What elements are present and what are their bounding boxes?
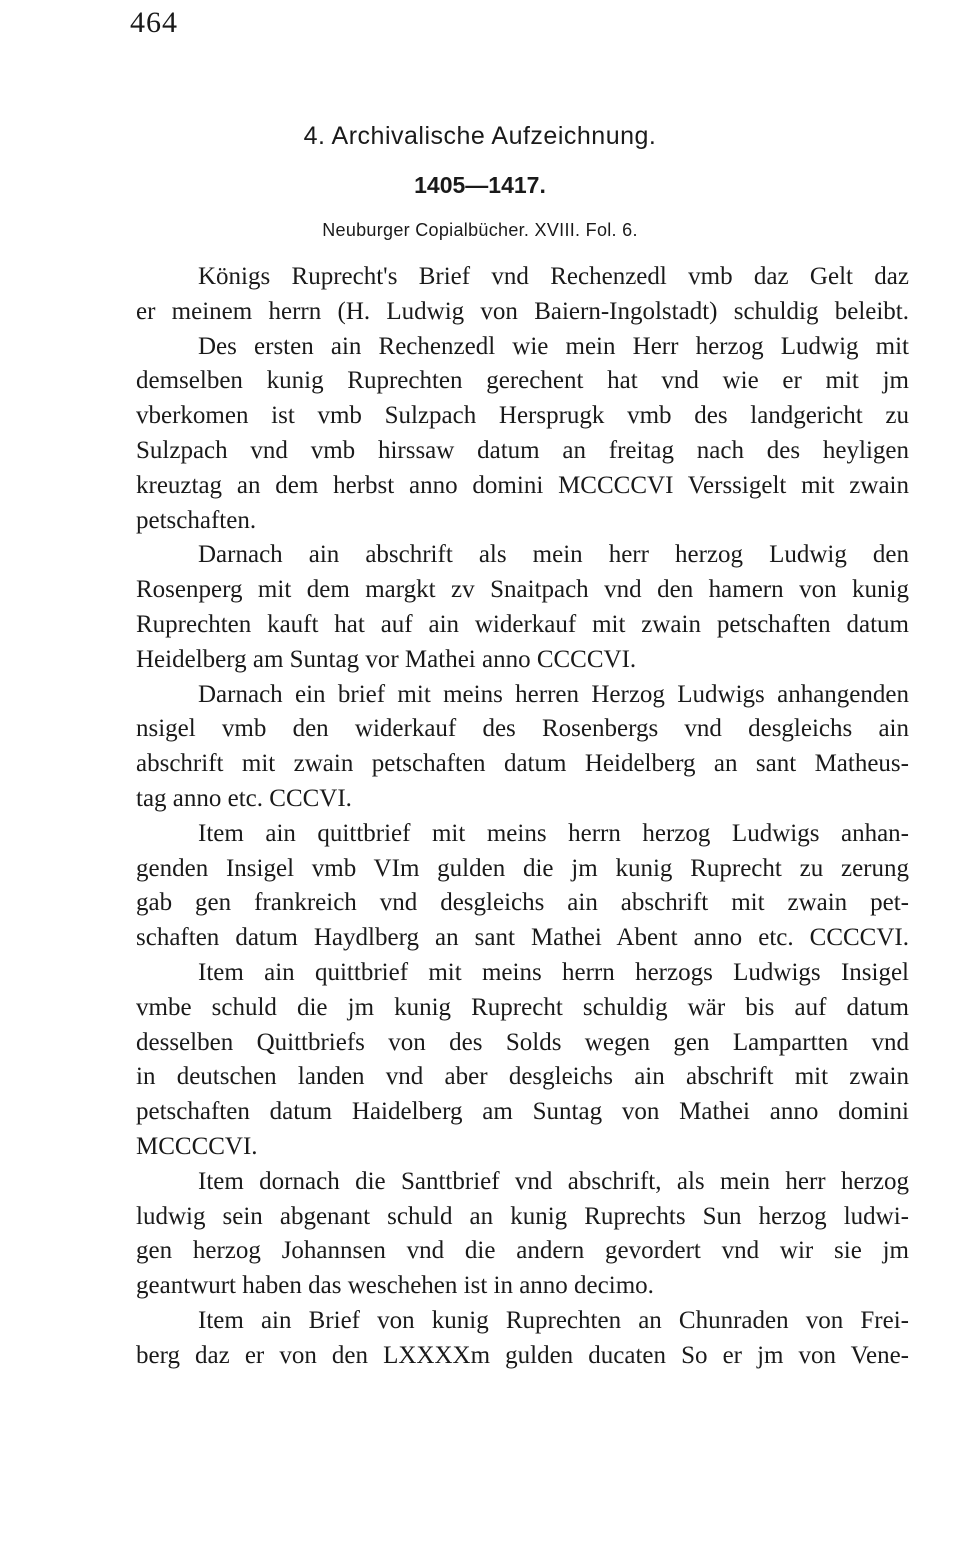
text-line: kreuztag an dem herbst anno domini MCCCCVI Verssigelt mit zwain: [136, 471, 909, 499]
text-line: Königs Ruprecht's Brief vnd Rechenzedl vmb daz Gelt daz: [198, 263, 909, 290]
text-line: Item ain quittbrief mit meins herrn herzogs Ludwigs Insigel: [198, 958, 909, 986]
text-line: MCCCCVI.: [136, 1132, 258, 1160]
text-line: demselben kunig Ruprechten gerechent hat vnd wie er mit jm: [136, 367, 909, 395]
text-line: ludwig sein abgenant schuld an kunig Ruprechts Sun herzog ludwi-: [136, 1202, 909, 1230]
text-line: Ruprechten kauft hat auf ain widerkauf mit zwain petschaften datum: [136, 610, 909, 638]
text-line: Item dornach die Santtbrief vnd abschrift, als mein herr herzog: [198, 1167, 909, 1195]
text-line: schaften datum Haydlberg an sant Mathei Abent anno etc. CCCCVI.: [136, 924, 909, 952]
text-line: Des ersten ain Rechenzedl wie mein Herr herzog Ludwig mit: [198, 332, 909, 360]
text-line: Rosenperg mit dem margkt zv Snaitpach vnd den hamern von kunig: [136, 576, 909, 604]
text-line: gen herzog Johannsen vnd die andern gevordert vnd wir sie jm: [136, 1237, 909, 1265]
text-line: vmbe schuld die jm kunig Ruprecht schuldig wär bis auf datum: [136, 993, 909, 1021]
text-line: Item ain quittbrief mit meins herrn herzog Ludwigs anhan-: [198, 819, 909, 847]
text-line: Darnach ein brief mit meins herren Herzog Ludwigs anhangenden: [198, 680, 909, 708]
text-line: er meinem herrn (H. Ludwig von Baiern-Ingolstadt) schuldig beleibt.: [136, 297, 909, 325]
text-line: geantwurt haben das weschehen ist in anno decimo.: [136, 1272, 654, 1300]
text-line: desselben Quittbriefs von des Solds wegen gen Lampartten vnd: [136, 1028, 909, 1056]
text-line: abschrift mit zwain petschaften datum Heidelberg an sant Matheus-: [136, 750, 909, 778]
source-reference: Neuburger Copialbücher. XVIII. Fol. 6.: [322, 220, 638, 240]
text-line: Heidelberg am Suntag vor Mathei anno CCCCVI.: [136, 645, 637, 673]
text-line: petschaften.: [136, 506, 257, 534]
text-line: Darnach ain abschrift als mein herr herzog Ludwig den: [198, 541, 909, 569]
date-range: 1405—1417.: [414, 172, 546, 198]
text-line: gab gen frankreich vnd desgleichs ain abschrift mit zwain pet-: [136, 889, 909, 917]
text-line: berg daz er von den LXXXXm gulden ducaten So er jm von Vene-: [136, 1341, 909, 1369]
text-line: in deutschen landen vnd aber desgleichs ain abschrift mit zwain: [136, 1063, 909, 1091]
text-line: vberkomen ist vmb Sulzpach Hersprugk vmb des landgericht zu: [136, 402, 909, 430]
text-line: genden Insigel vmb VIm gulden die jm kunig Ruprecht zu zerung: [136, 854, 909, 882]
text-line: petschaften datum Haidelberg am Suntag von Mathei anno domini: [136, 1098, 909, 1126]
section-title: 4. Archivalische Aufzeichnung.: [303, 122, 657, 150]
body-text: [136, 260, 909, 1374]
text-line: Sulzpach vnd vmb hirssaw datum an freitag nach des heyligen: [136, 436, 909, 464]
text-line: tag anno etc. CCCVI.: [136, 784, 352, 812]
text-line: Item ain Brief von kunig Ruprechten an Chunraden von Frei-: [198, 1306, 909, 1334]
page-number: 464: [130, 6, 178, 39]
text-line: nsigel vmb den widerkauf des Rosenbergs vnd desgleichs ain: [136, 715, 909, 743]
